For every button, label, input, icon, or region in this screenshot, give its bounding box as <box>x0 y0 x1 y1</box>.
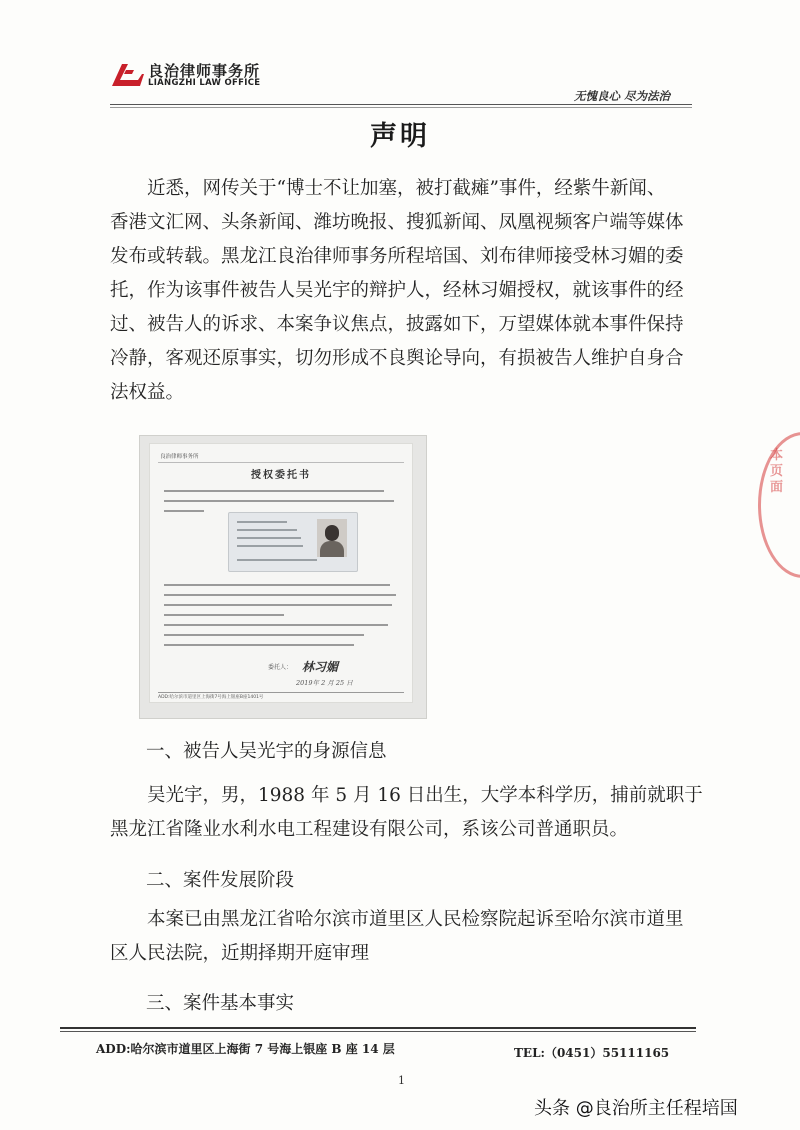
paragraph-line: 黑龙江省隆业水利水电工程建设有限公司，系该公司普通职员。 <box>110 819 629 840</box>
paragraph-line: 托，作为该事件被告人吴光宇的辩护人，经林习媚授权，就该事件的经 <box>110 280 684 301</box>
footer-address: ADD:哈尔滨市道里区上海街 7 号海上银座 B 座 14 层 <box>96 1042 395 1056</box>
paragraph-line: 香港文汇网、头条新闻、潍坊晚报、搜狐新闻、凤凰视频客户端等媒体 <box>110 212 684 233</box>
section-heading-2: 二、案件发展阶段 <box>146 870 295 891</box>
id-card-image <box>228 512 358 572</box>
footer-divider <box>60 1027 696 1029</box>
paragraph-line: 吴光宇，男，1988 年 5 月 16 日出生，大学本科学历，捕前就职于 <box>147 785 703 806</box>
section-heading-3: 三、案件基本事实 <box>146 993 295 1014</box>
document-title: 声明 <box>370 121 430 152</box>
authorization-letter-photo <box>139 435 427 719</box>
paragraph-line: 近悉，网传关于“博士不让加塞，被打截瘫”事件，经紫牛新闻、 <box>147 178 666 199</box>
paragraph-line: 冷静，客观还原事实，切勿形成不良舆论导向，有损被告人维护自身合 <box>110 348 684 369</box>
paragraph-line: 过、被告人的诉求、本案争议焦点，披露如下，万望媒体就本事件保持 <box>110 314 684 335</box>
letter-title: 授权委托书 <box>251 470 311 481</box>
seal-text: 本页面 <box>770 448 784 495</box>
section-1-paragraph <box>110 779 703 847</box>
section-heading-1: 一、被告人吴光宇的身源信息 <box>146 741 387 762</box>
paragraph-line: 本案已由黑龙江省哈尔滨市道里区人民检察院起诉至哈尔滨市道里 <box>147 909 684 930</box>
firm-slogan: 无愧良心 尽为法治 <box>574 89 671 103</box>
firm-name-cn: 良治律师事务所 <box>148 62 261 80</box>
footer-telephone: TEL:（0451）55111165 <box>514 1046 670 1060</box>
letter-body-bottom <box>164 580 402 650</box>
principal-label: 委托人： <box>268 664 293 671</box>
firm-logo <box>108 58 261 90</box>
footer-divider-secondary <box>60 1031 696 1032</box>
letter-footer: ADD:哈尔滨市道里区上海街7号海上银座B座1401号 <box>158 692 404 700</box>
firm-name-en: LIANGZHI LAW OFFICE <box>148 78 261 88</box>
platform-watermark: 头条 @良治所主任程培国 <box>534 1098 738 1119</box>
letter-divider <box>158 462 404 463</box>
header-divider <box>110 104 692 105</box>
section-2-paragraph <box>110 903 700 971</box>
firm-logo-icon <box>108 58 146 90</box>
paragraph-line: 区人民法院，近期择期开庭审理 <box>110 943 370 964</box>
paragraph-line: 发布或转载。黑龙江良治律师事务所程培国、刘布律师接受林习媚的委 <box>110 246 684 267</box>
id-photo <box>317 519 347 557</box>
signature-date: 2019年 2 月 25 日 <box>296 679 353 687</box>
signature: 林习媚 <box>302 660 339 674</box>
page-number: 1 <box>398 1074 405 1087</box>
authorization-letter <box>150 444 412 702</box>
header-divider-secondary <box>110 107 692 108</box>
intro-paragraph <box>110 172 700 410</box>
paragraph-line: 法权益。 <box>110 382 185 403</box>
letter-logo: 良治律师事务所 <box>160 454 199 460</box>
